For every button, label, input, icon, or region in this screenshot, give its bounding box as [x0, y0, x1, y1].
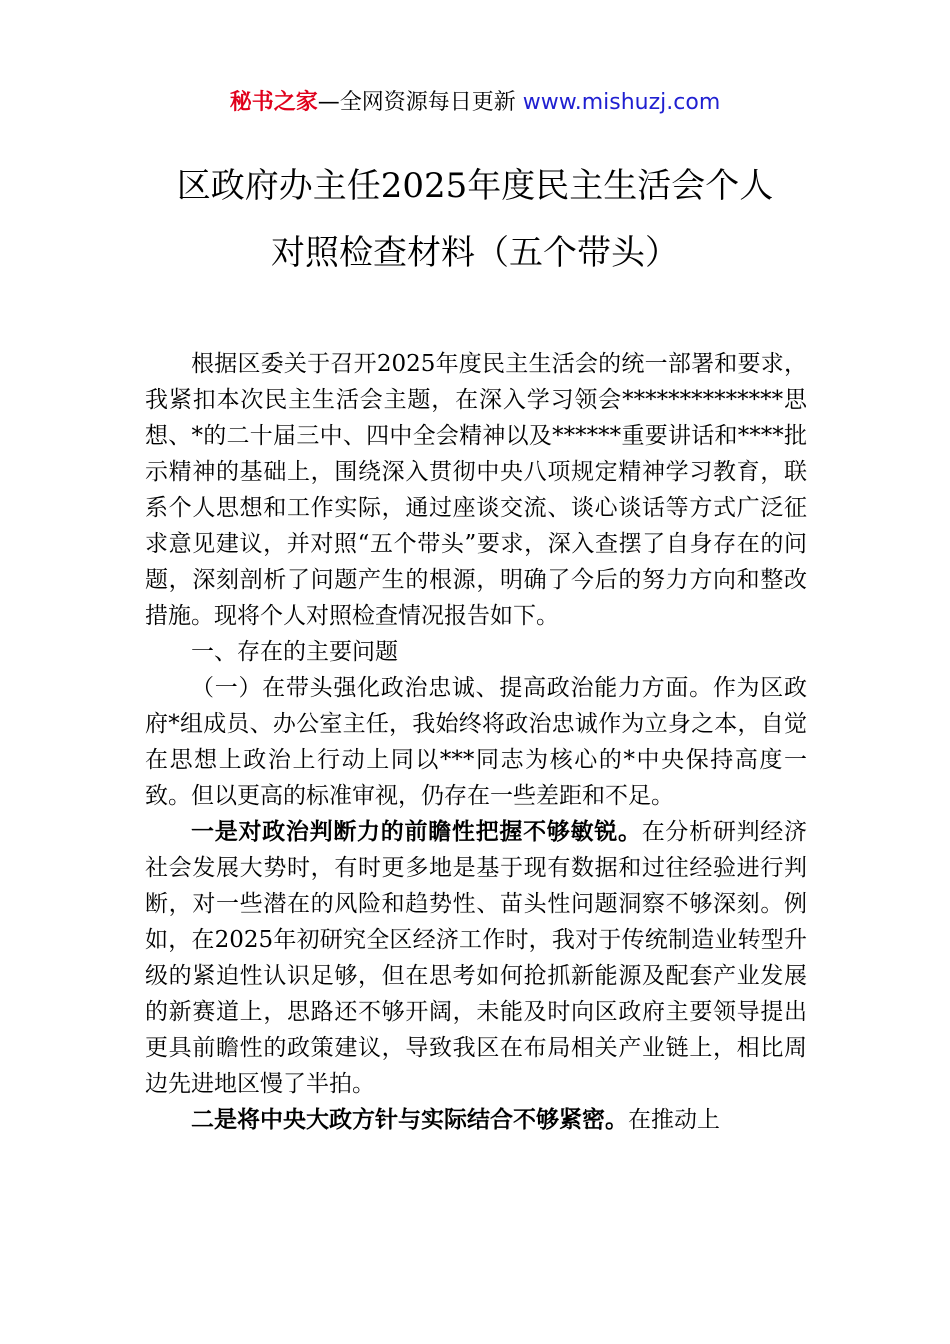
site-brand: 秘书之家: [229, 90, 318, 115]
subsection-paragraph: （一）在带头强化政治忠诚、提高政治能力方面。作为区政府*组成员、办公室主任，我始终将政治忠诚作为立身之本，自觉在思想上政治上行动上同以***同志为核心的*中央保持高度一致。但以更高的标准审视，仍存在一些差距和不足。: [145, 675, 807, 809]
point-2-text: 在推动上: [628, 1107, 720, 1133]
document-title-line-2: 对照检查材料（五个带头）: [271, 233, 679, 273]
point-2-heading: 二是将中央大政方针与实际结合不够紧密。: [191, 1106, 628, 1133]
site-url-link[interactable]: www.mishuzj.com: [522, 90, 721, 115]
point-1-text: 在分析研判经济社会发展大势时，有时更多地是基于现有数据和过往经验进行判断，对一些潜在的风险和趋势性、苗头性问题洞察不够深刻。例如，在2025年初研究全区经济工作时，我对于传统制造业转型升级的紧迫性认识足够，但在思考如何抢抓新能源及配套产业发展的新赛道上，思路还不够开阔，未能及时向区政府主要领导提出更具前瞻性的政策建议，导致我区在布局相关产业链上，相比周边先进地区慢了半拍。: [145, 819, 808, 1097]
document-body: [145, 346, 807, 1138]
site-header: [0, 88, 950, 118]
document-title-line-1: 区政府办主任2025年度民主生活会个人: [176, 166, 774, 206]
site-tagline: —全网资源每日更新: [317, 90, 523, 115]
section-heading: 一、存在的主要问题: [191, 639, 398, 665]
intro-paragraph: 根据区委关于召开2025年度民主生活会的统一部署和要求，我紧扣本次民主生活会主题，在深入学习领会**************思想、*的二十届三中、四中全会精神以及******重要讲话和****批示精神的基础上，围绕深入贯彻中央八项规定精神学习教育，联系个人思想和工作实际，通过座谈交流、谈心谈话等方式广泛征求意见建议，并对照“五个带头”要求，深入查摆了自身存在的问题，深刻剖析了问题产生的根源，明确了今后的努力方向和整改措施。现将个人对照检查情况报告如下。: [145, 351, 807, 629]
point-paragraph-1: [145, 814, 807, 1102]
point-paragraph-2: [145, 1102, 807, 1138]
point-1-heading: 一是对政治判断力的前瞻性把握不够敏锐。: [191, 818, 642, 845]
